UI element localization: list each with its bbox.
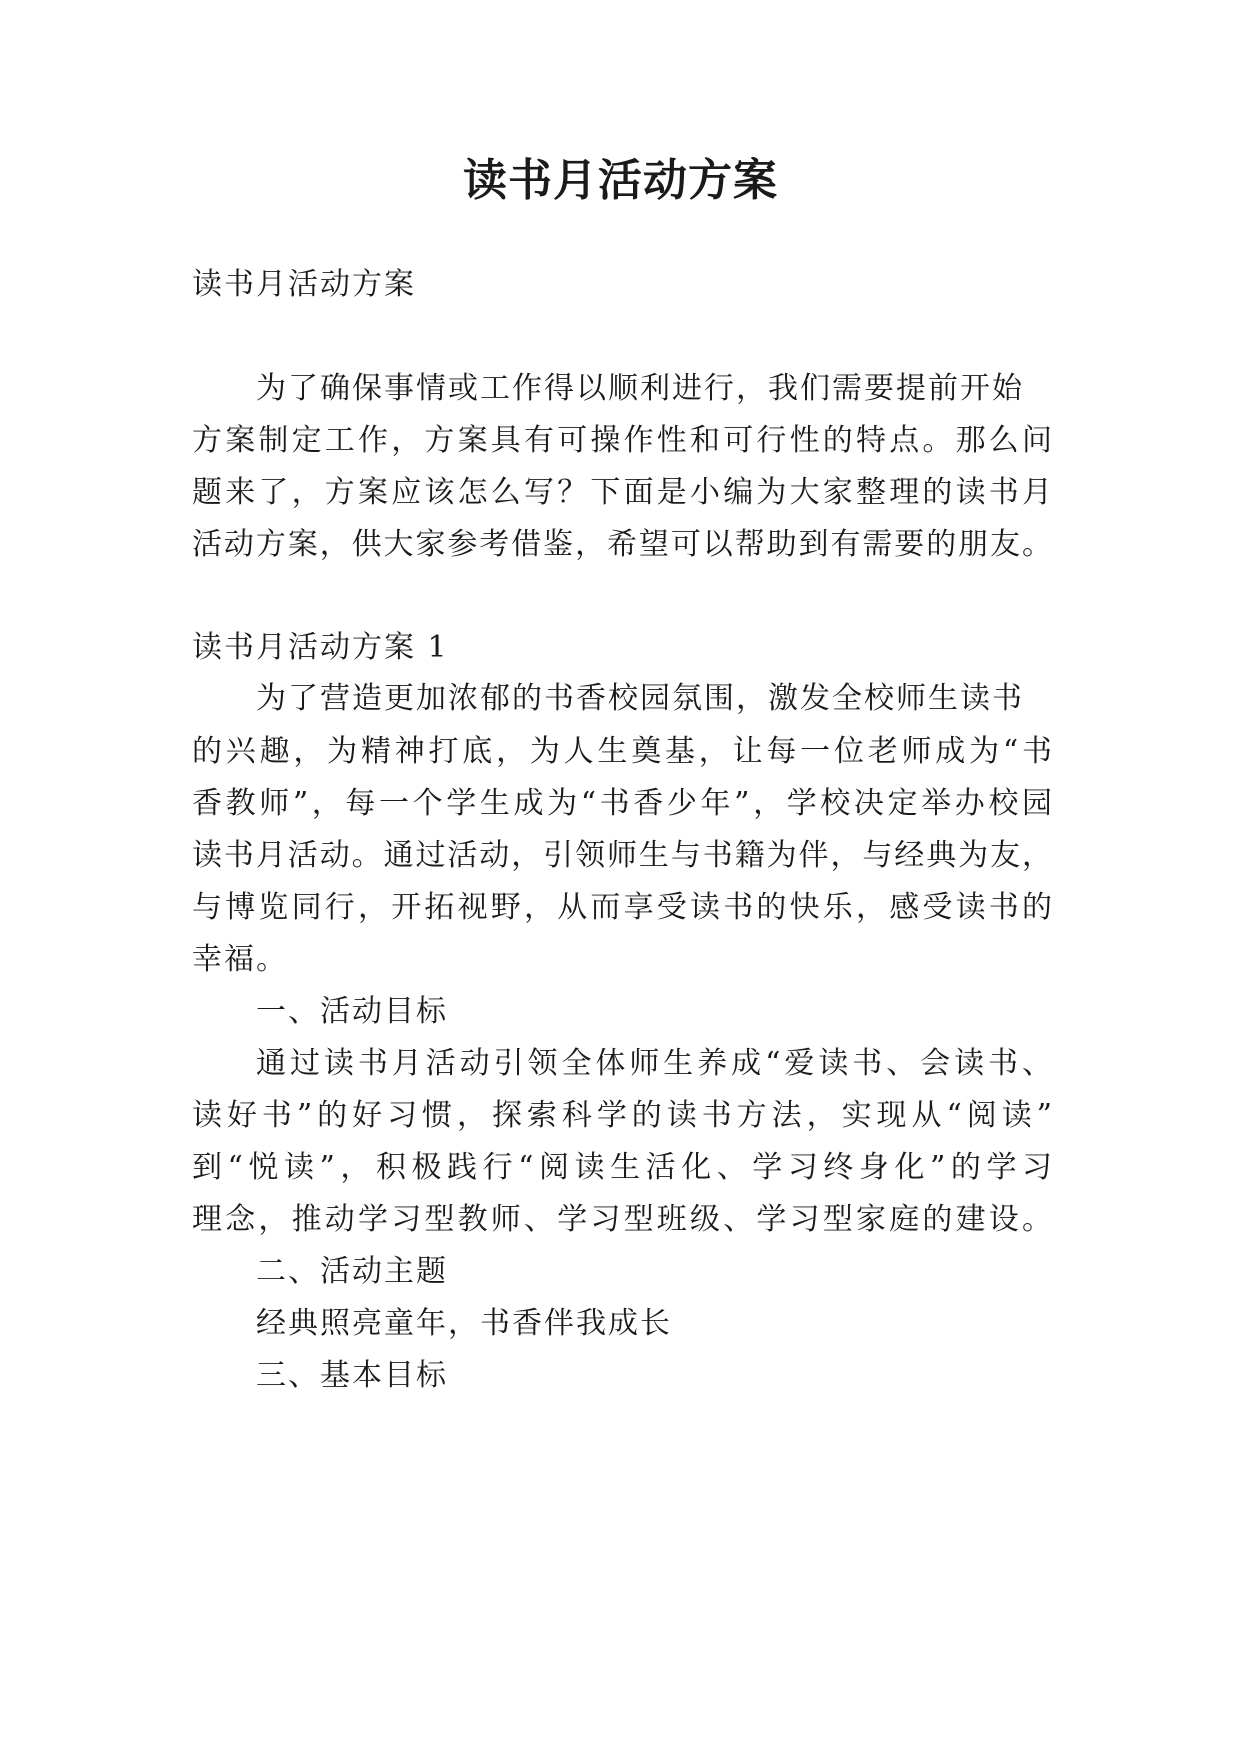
intro-line: 为了确保事情或工作得以顺利进行，我们需要提前开始 (256, 371, 1024, 406)
section-heading-basic: 三、基本目标 (256, 1358, 448, 1393)
intro-line: 活动方案，供大家参考借鉴，希望可以帮助到有需要的朋友。 (192, 527, 1052, 562)
paragraph-line: 读书月活动。通过活动，引领师生与书籍为伴，与经典为友， (192, 838, 1052, 873)
section-heading-theme: 二、活动主题 (256, 1254, 448, 1289)
paragraph-line: 到“悦读”，积极践行“阅读生活化、学习终身化”的学习 (192, 1150, 1052, 1185)
paragraph-line: 通过读书月活动引领全体师生养成“爱读书、会读书、 (256, 1046, 1052, 1081)
intro-line: 题来了，方案应该怎么写？下面是小编为大家整理的读书月 (192, 475, 1052, 510)
section-heading-goal: 一、活动目标 (256, 994, 448, 1029)
paragraph-line: 幸福。 (192, 942, 288, 977)
paragraph-line: 读好书”的好习惯，探索科学的读书方法，实现从“阅读” (192, 1098, 1052, 1133)
paragraph-line: 理念，推动学习型教师、学习型班级、学习型家庭的建设。 (192, 1202, 1052, 1237)
paragraph-line: 为了营造更加浓郁的书香校园氛围，激发全校师生读书 (256, 681, 1024, 716)
theme-text: 经典照亮童年，书香伴我成长 (256, 1306, 672, 1341)
paragraph-line: 的兴趣，为精神打底，为人生奠基，让每一位老师成为“书 (192, 734, 1052, 769)
document-subtitle: 读书月活动方案 (192, 267, 416, 302)
section-heading: 读书月活动方案 1 (192, 630, 449, 665)
document-title: 读书月活动方案 (463, 155, 778, 206)
paragraph-line: 与博览同行，开拓视野，从而享受读书的快乐，感受读书的 (192, 890, 1052, 925)
intro-line: 方案制定工作，方案具有可操作性和可行性的特点。那么问 (192, 423, 1052, 458)
paragraph-line: 香教师”，每一个学生成为“书香少年”，学校决定举办校园 (192, 786, 1052, 821)
